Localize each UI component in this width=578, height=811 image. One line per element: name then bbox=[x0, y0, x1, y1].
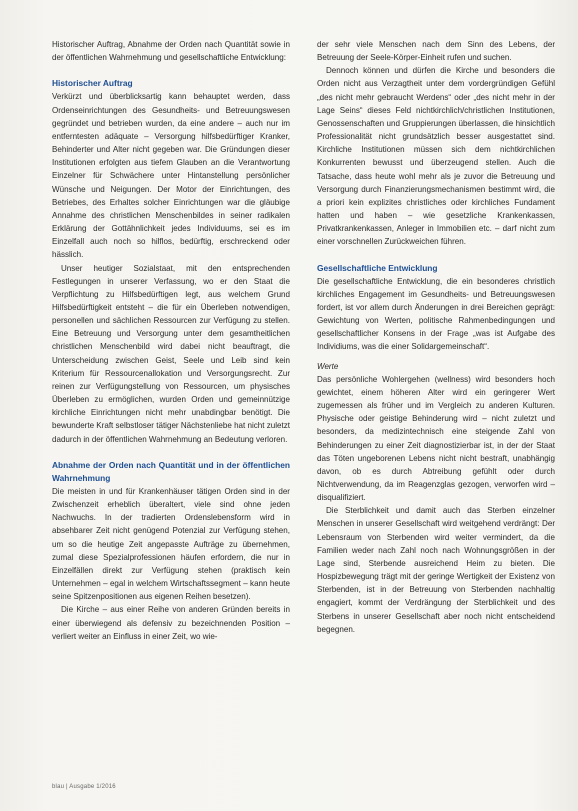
paragraph: Unser heutiger Sozialstaat, mit den entsprechenden Festlegungen in unserer Verfassung, wo er den Staat die Verpflichtung zu Hilfsbedürftigen legt, aus welchem Grund Hilfsbedürftigkeit entsteht – die für ein Überleben notwendigen, personellen und sächlichen Ressourcen zur Verfügung zu stellen. Eine Betreuung und Versorgung unter dem gesamtheitlichen christlichen Menschenbild wird dabei nicht beauftragt, die Unterscheidung zwischen Geist, Seele und Leib sind kein Kriterium für Ressourcenallokation und Versorgungsrecht. Zur reinen zur Verfügungstellung von Ressourcen, um physisches Überleben zu ermöglichen, wurden Orden und gemeinnützige kirchliche Einrichtungen nicht mehr unabdingbar benötigt. Die bewunderte Kraft selbstloser tätiger Nächstenliebe hat nicht zuletzt dadurch in der öffentlichen Wahrnehmung an Bedeutung verloren. bbox=[52, 263, 290, 444]
intro-paragraph: Historischer Auftrag, Abnahme der Orden nach Quantität sowie in der öffentlichen Wahrnehmung und gesellschaftliche Entwicklung: bbox=[52, 40, 290, 63]
subheading-werte: Werte bbox=[317, 361, 339, 371]
heading-historischer-auftrag: Historischer Auftrag bbox=[52, 78, 133, 89]
paragraph: Die meisten in und für Krankenhäuser tätigen Orden sind in der Zwischenzeit erheblich überaltert, viele sind ohne jeden Nachwuchs. In der tradierten Ordenslebensform wird in absehbarer Zeit nicht genügend Potenzial zur Verfügung stehen, um so die heutige Zeit angepasste Aufträge zu übernehmen, zumal diese Spezialprofessionen häufen erfordern, die nur in Einzelfällen direkt zur Verfügung stehen (praktisch kein Unternehmen – egal in welchem Wirtschaftssegment – kann heute seine Spitzenpositionen aus eigenen Reihen besetzen). bbox=[52, 487, 290, 602]
page-footer: blau | Ausgabe 1/2016 bbox=[52, 784, 116, 790]
paragraph: Die Kirche – aus einer Reihe von anderen Gründen bereits in einer überwiegend als defensiv zu bezeichnenden Position – verliert weiter an Einfluss in einer Zeit, wo wie- bbox=[52, 605, 290, 641]
paragraph: Das persönliche Wohlergehen (wellness) wird besonders hoch gewichtet, einem höheren Alter wird ein geringerer Wert zugemessen als früher und im Vergleich zu anderen Kulturen. Physische oder geistige Behinderung wird – nicht zuletzt und besonders, da medizintechnisch eine steigende Zahl von Behinderungen zu einer Zeit diagnostizierbar ist, in der der Staat das Töten ungeborenen Lebens nicht nicht bestraft, unabhängig davon, ob es durch Abtreibung gefühlt oder durch Nichtverwendung, da im Reagenzglas gezogen, verworfen wird – disqualifiziert. bbox=[317, 374, 555, 503]
right-column bbox=[317, 38, 555, 636]
heading-gesellschaftliche-entwicklung: Gesellschaftliche Entwicklung bbox=[317, 262, 438, 273]
left-column bbox=[52, 38, 290, 643]
paragraph: Verkürzt und überblicksartig kann behauptet werden, dass Ordenseinrichtungen des Gesundheits- und Betreuungswesen gegründet und betrieben wurden, da eine andere – auch nur im entferntesten adäquate – Versorgung hilfsbedürftiger Kranker, Behinderter und Alter nicht gegeben war. Die Gründungen dieser Institutionen erfolgten aus tiefem Glauben an die Verantwortung Einzelner für Schwächere unter Hintanstellung persönlicher Wünsche und Neigungen. Der Motor der Einrichtungen, des Betriebes, des Erhaltes solcher Einrichtungen war die gläubige Annahme des christlichen Menschenbildes in seiner radikalen Erklärung der Gottähnlichkeit jedes Individuums, sei es im Einzelfall auch noch so hilflos, bedürftig, erschreckend oder hässlich. bbox=[52, 92, 290, 260]
paragraph: Die gesellschaftliche Entwicklung, die ein besonderes christlich kirchliches Engagement im Gesundheits- und Betreuungswesen fordert, ist vor allem durch Änderungen in drei Bereichen geprägt: Gewichtung von Werten, politische Rahmenbedingungen und gesellschaftlicher Konsens in der Frage „was ist Aufgabe des Individiums, was die einer Solidargemeinschaft“. bbox=[317, 276, 555, 352]
paragraph: Dennoch können und dürfen die Kirche und besonders die Orden nicht aus Verzagtheit unter dem vordergründigen Gefühl „des nicht mehr gebraucht Werdens“ oder „des nicht mehr in der Lage Seins“ dieses Feld nichtkirchlich/christlichen Institutionen, Genossenschaften und Gruppierungen überlassen, die hinsichtlich Professionalität nicht grundsätzlich besser ausgestattet sind. Kirchliche Institutionen müssen sich dem nichtkirchlichen Konkurrenten bewusst und überzeugend stellen. Auch die Tatsache, dass heute wohl mehr als je zuvor die Betreuung und Versorgung durch Finanzierungsmechanismen bestimmt wird, die a priori kein explizites christliches oder kirchliches Fundament hatten und haben – wie gesetzliche Krankenkassen, Privatkrankenkassen, Anleger in Immobilien etc. – darf nicht zum einer vorschnellen Zurückweichen führen. bbox=[317, 66, 555, 247]
heading-abnahme-der-orden: Abnahme der Orden nach Quantität und in der öffentlichen Wahrnehmung bbox=[52, 459, 290, 483]
paragraph: der sehr viele Menschen nach dem Sinn des Lebens, der Betreuung der Seele-Körper-Einheit rufen und suchen. bbox=[317, 40, 555, 63]
paragraph: Die Sterblichkeit und damit auch das Sterben einzelner Menschen in unserer Gesellschaft wird weitgehend verdrängt: Der Lebensraum von Sterbenden wird weiter vermindert, da die Familien weder nach Zahl noch nach Wohnungsgrößen in der Lage sind, Sterbende ausreichend Heim zu bieten. Die Hospizbewegung trägt mit der geringe Wertigkeit der Existenz von Sterbenden, ist in der Betreuung von Sterbenden nachhaltig engagiert, kommt der Verdrängung der Sterblichkeit und des Sterbens in unserer Gesellschaft aber noch nicht entscheidend begegnen. bbox=[317, 506, 555, 634]
